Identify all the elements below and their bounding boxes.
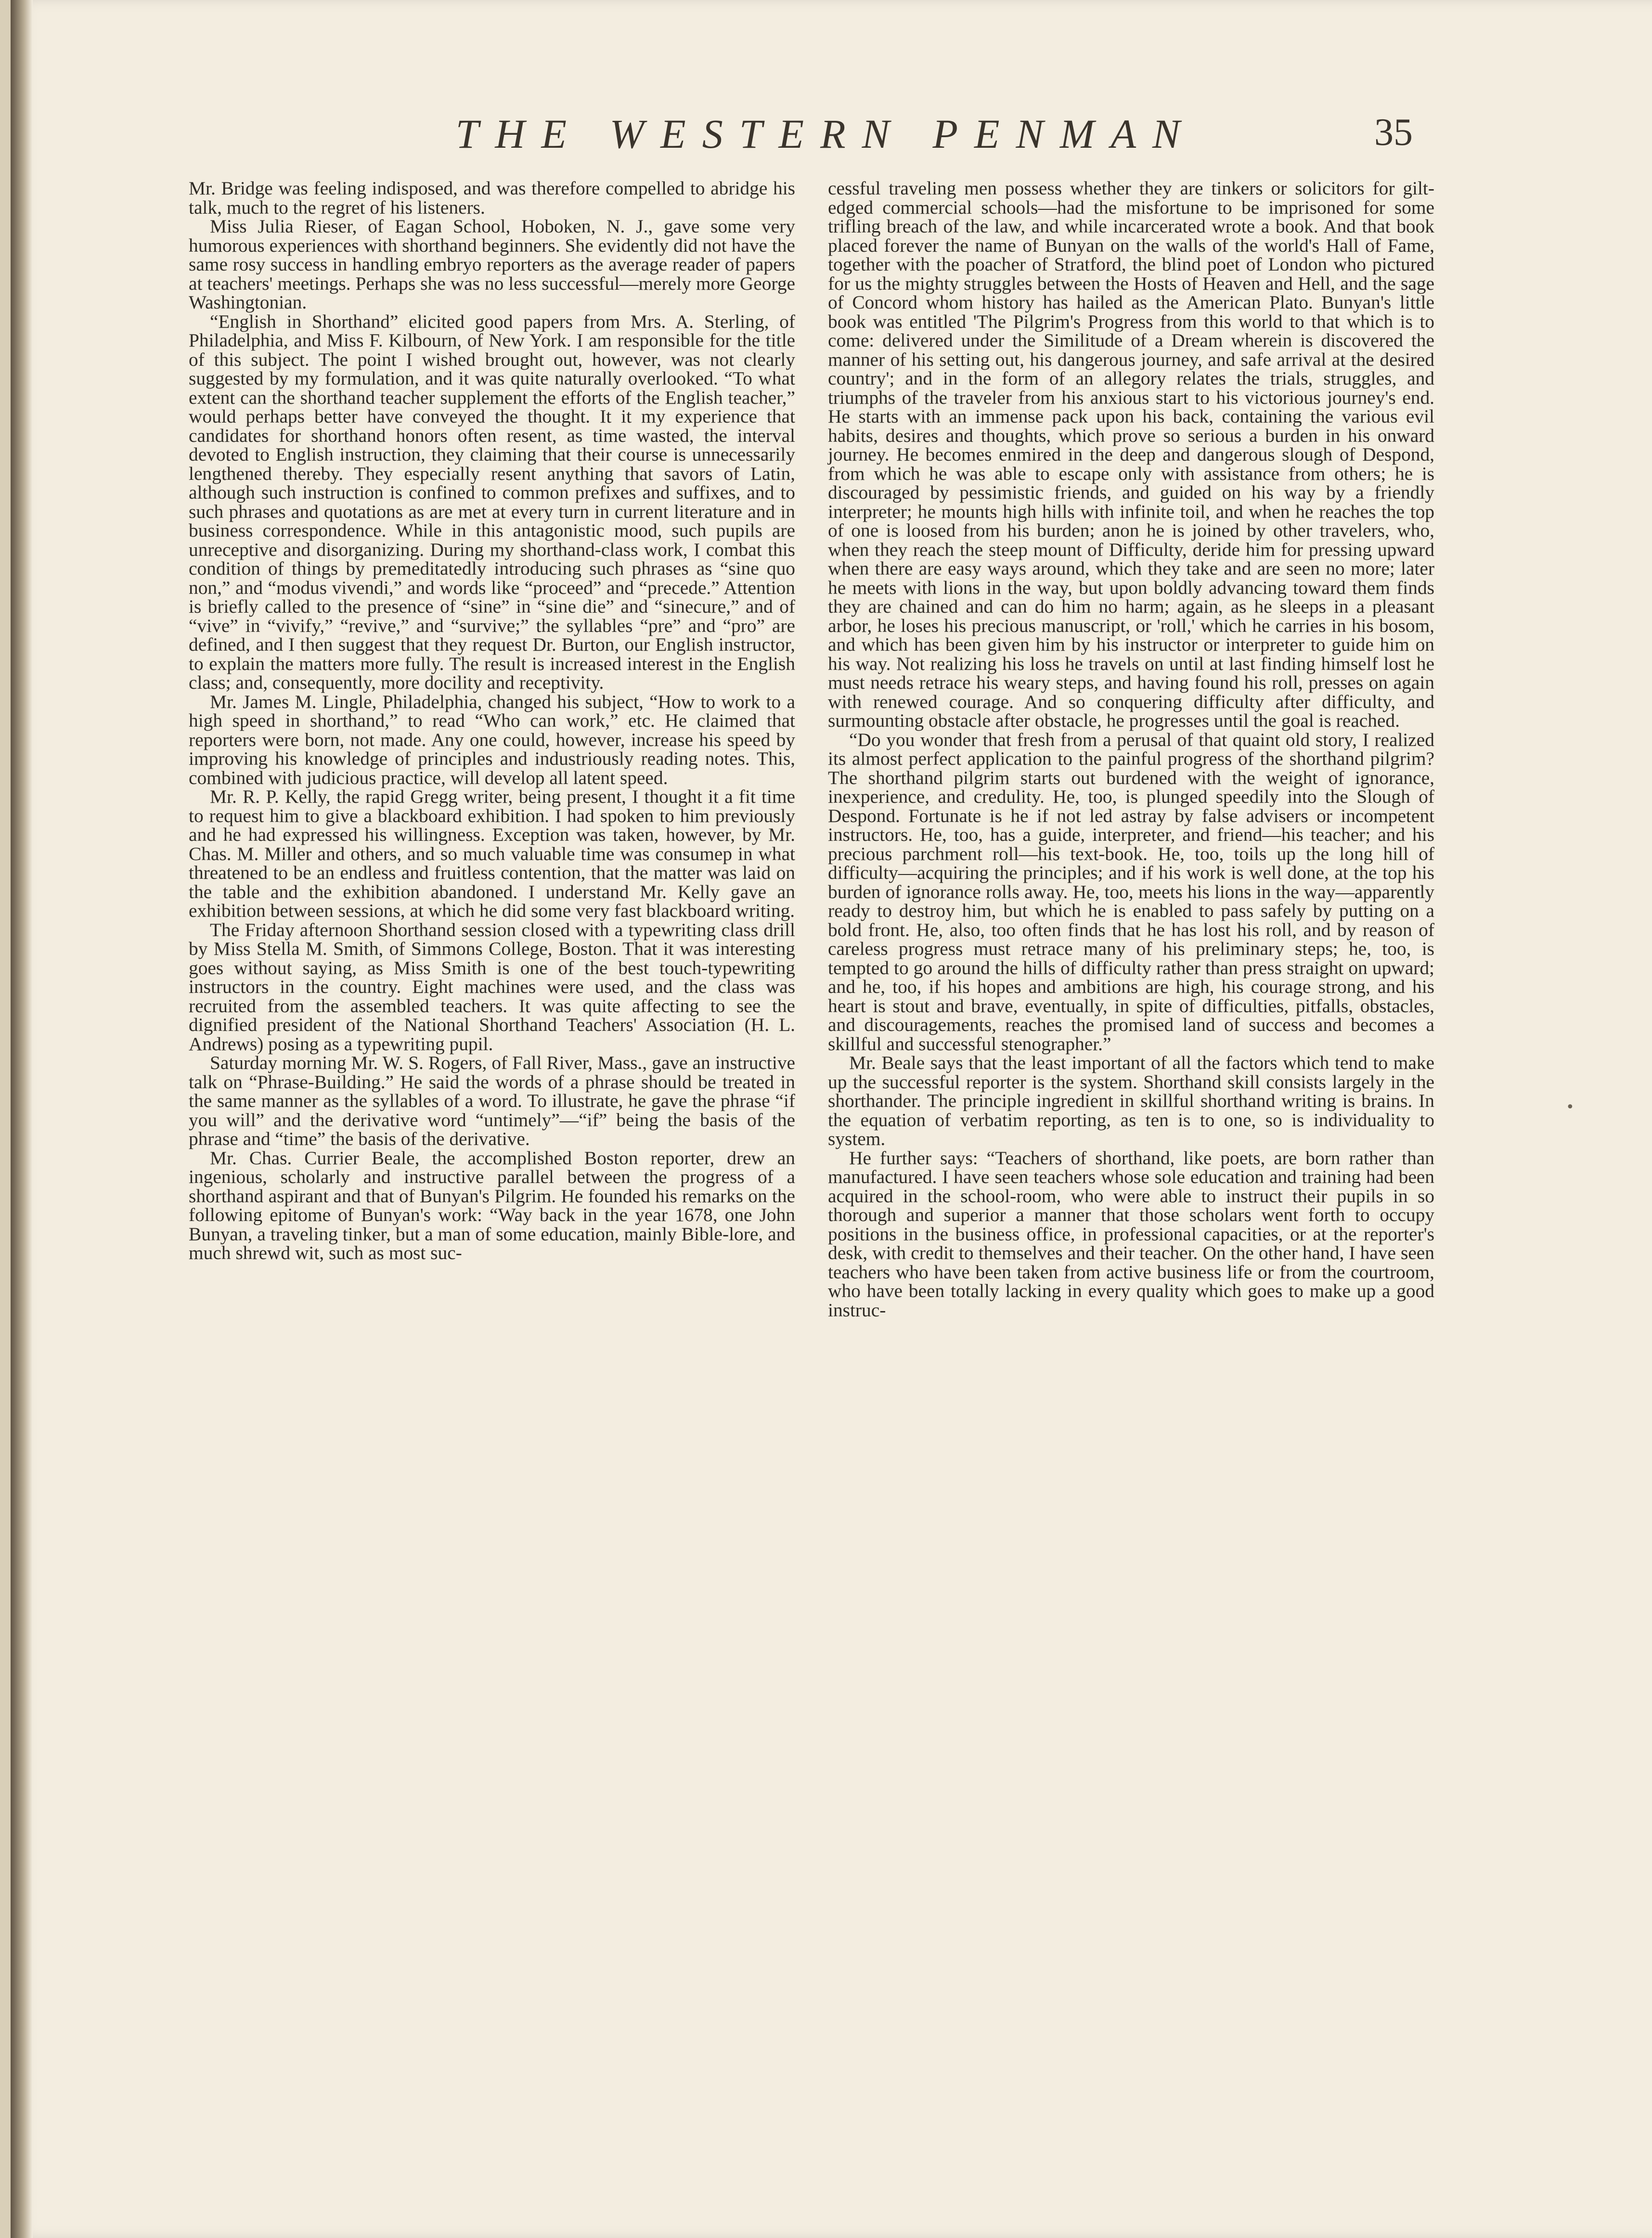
book-gutter bbox=[11, 0, 33, 2238]
paragraph: Mr. R. P. Kelly, the rapid Gregg writer, being present, I thought it a fit time to request him to give a blackboard exhibition. I had spoken to him previously and he had expressed his willingness. Exception was taken, however, by Mr. Chas. M. Miller and others, and so much valuable time was consumep in what threatened to be an endless and fruitless contention, that the matter was laid on the table and the exhibition abandoned. I understand Mr. Kelly gave an exhibition between sessions, at which he did some very fast blackboard writing. bbox=[189, 786, 795, 921]
left-column bbox=[189, 179, 795, 1263]
paragraph: Miss Julia Rieser, of Eagan School, Hoboken, N. J., gave some very humorous experiences with shorthand beginners. She evidently did not have the same rosy success in handling embryo reporters as the average reader of papers at teachers' meetings. Perhaps she was no less successful—merely more George Washingtonian. bbox=[189, 216, 795, 313]
paragraph: Mr. Chas. Currier Beale, the accomplished Boston reporter, drew an ingenious, scholarly and instructive parallel between the progress of a shorthand aspirant and that of Bunyan's Pilgrim. He founded his remarks on the following epitome of Bunyan's work: “Way back in the year 1678, one John Bunyan, a traveling tinker, but a man of some education, mainly Bible-lore, and much shrewd wit, such as most suc- bbox=[189, 1147, 795, 1263]
paragraph: cessful traveling men possess whether they are tinkers or solicitors for gilt-edged commercial schools—had the misfortune to be imprisoned for some trifling breach of the law, and while incarcerated wrote a book. And that book placed forever the name of Bunyan on the walls of the world's Hall of Fame, together with the poacher of Stratford, the blind poet of London who pictured for us the mighty struggles between the Hosts of Heaven and Hell, and the sage of Concord whom history has hailed as the American Plato. Bunyan's little book was entitled 'The Pilgrim's Progress from this world to that which is to come: delivered under the Similitude of a Dream wherein is discovered the manner of his setting out, his dangerous journey, and safe arrival at the desired country'; and in the form of an allegory relates the trials, struggles, and triumphs of the traveler from his anxious start to his victorious journey's end. He starts with an immense pack upon his back, containing the various evil habits, desires and thoughts, which prove so serious a burden in his onward journey. He becomes enmired in the deep and dangerous slough of Despond, from which he was able to escape only with assistance from others; he is discouraged by pessimistic friends, and guided on his way by a friendly interpreter; he mounts high hills with infinite toil, and when he reaches the top of one is loosed from his burden; anon he is joined by other travelers, who, when they reach the steep mount of Difficulty, deride him for pressing upward when there are easy ways around, which they take and are seen no more; later he meets with lions in the way, but upon boldly advancing toward them finds they are chained and can do him no harm; again, as he sleeps in a pleasant arbor, he loses his precious manuscript, or 'roll,' which he carries in his bosom, and which has been given him by his instructor or interpreter to guide him on his way. Not realizing his loss he travels on until at last finding himself lost he must needs retrace his weary steps, and having found his roll, presses on again with renewed courage. And so conquering difficulty after difficulty, and surmounting obstacle after obstacle, he progresses until the goal is reached. bbox=[828, 178, 1434, 731]
paragraph: Mr. Bridge was feeling indisposed, and was therefore compelled to abridge his talk, much to the regret of his listeners. bbox=[189, 178, 795, 218]
paragraph: “English in Shorthand” elicited good papers from Mrs. A. Sterling, of Philadelphia, and Miss F. Kilbourn, of New York. I am responsible for the title of this subject. The point I wished brought out, however, was not clearly suggested by my formulation, and it was quite naturally overlooked. “To what extent can the shorthand teacher supplement the efforts of the English teacher,” would perhaps better have conveyed the thought. It it my experience that candidates for shorthand honors often resent, as time wasted, the interval devoted to English instruction, they claiming that their course is unnecessarily lengthened thereby. They especially resent anything that savors of Latin, although such instruction is confined to common prefixes and suffixes, and to such phrases and quotations as are met at every turn in current literature and in business correspondence. While in this antagonistic mood, such pupils are unreceptive and disorganizing. During my shorthand-class work, I combat this condition of things by premeditatedly introducing such phrases as “sine quo non,” and “modus vivendi,” and words like “proceed” and “precede.” Attention is briefly called to the presence of “sine” in “sine die” and “sinecure,” and of “vive” in “vivify,” “revive,” and “survive;” the syllables “pre” and “pro” are defined, and I then suggest that they request Dr. Burton, our English instructor, to explain the matters more fully. The result is increased interest in the English class; and, consequently, more docility and receptivity. bbox=[189, 310, 795, 693]
paragraph: He further says: “Teachers of shorthand, like poets, are born rather than manufactured. I have seen teachers whose sole education and training had been acquired in the school-room, who were able to instruct their pupils in so thorough and superior a manner that those scholars went forth to occupy positions in the business office, in professional capacities, or at the reporter's desk, with credit to themselves and their teacher. On the other hand, I have seen teachers who have been taken from active business life or from the courtroom, who have been totally lacking in every quality which goes to make up a good instruc- bbox=[828, 1147, 1434, 1321]
paragraph: “Do you wonder that fresh from a perusal of that quaint old story, I realized its almost perfect application to the painful progress of the shorthand pilgrim? The shorthand pilgrim starts out burdened with the weight of ignorance, inexperience, and credulity. He, too, is plunged speedily into the Slough of Despond. Fortunate is he if not led astray by false advisers or incompetent instructors. He, too, has a guide, interpreter, and friend—his teacher; and his precious parchment roll—his text-book. He, too, toils up the long hill of difficulty—acquiring the principles; and if his work is well done, at the top his burden of ignorance rolls away. He, too, meets his lions in the way—apparently ready to destroy him, but which he is enabled to pass safely by putting on a bold front. He, also, too often finds that he has lost his roll, and by reason of careless progress must retrace many of his preliminary steps; he, too, is tempted to go around the hills of difficulty rather than press straight on upward; and he, too, if his hopes and ambitions are high, his courage strong, and his heart is stout and brave, eventually, in spite of difficulties, pitfalls, obstacles, and discouragements, reaches the promised land of success and becomes a skillful and successful stenographer.” bbox=[828, 729, 1434, 1055]
paragraph: The Friday afternoon Shorthand session closed with a typewriting class drill by Miss Stella M. Smith, of Simmons College, Boston. That it was interesting goes without saying, as Miss Smith is one of the best touch-typewriting instructors in the country. Eight machines were used, and the class was recruited from the assembled teachers. It was quite affecting to see the dignified president of the National Shorthand Teachers' Association (H. L. Andrews) posing as a typewriting pupil. bbox=[189, 919, 795, 1055]
paragraph: Mr. Beale says that the least important of all the factors which tend to make up the successful reporter is the system. Shorthand skill consists largely in the shorthander. The principle ingredient in skillful shorthand writing is brains. In the equation of verbatim reporting, as ten is to one, so is individuality to system. bbox=[828, 1052, 1434, 1149]
running-header-title: THE WESTERN PENMAN bbox=[455, 111, 1197, 157]
paragraph: Mr. James M. Lingle, Philadelphia, changed his subject, “How to work to a high speed in shorthand,” to read “Who can work,” etc. He claimed that reporters were born, not made. Any one could, however, increase his speed by improving his knowledge of principles and industriously reading notes. This, combined with judicious practice, will develop all latent speed. bbox=[189, 691, 795, 788]
paragraph: Saturday morning Mr. W. S. Rogers, of Fall River, Mass., gave an instructive talk on “Phrase-Building.” He said the words of a phrase should be treated in the same manner as the syllables of a word. To illustrate, he gave the phrase “if you will” and the derivative word “untimely”—“if” being the basis of the phrase and “time” the basis of the derivative. bbox=[189, 1052, 795, 1149]
margin-mark: • bbox=[1566, 1099, 1575, 1116]
right-column bbox=[828, 179, 1434, 1320]
page-number: 35 bbox=[1374, 111, 1413, 154]
